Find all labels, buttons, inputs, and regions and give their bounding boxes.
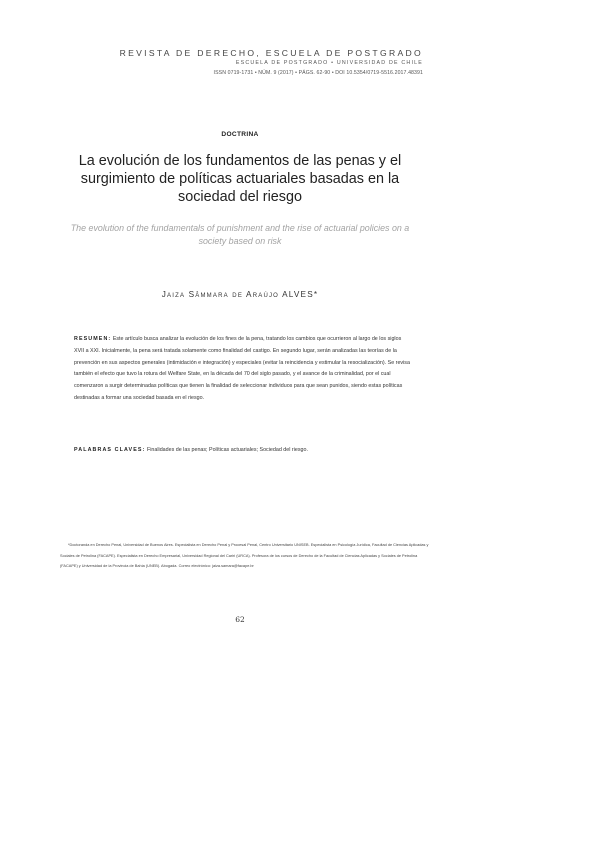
- article-title-english: The evolution of the fundamentals of punishment and the rise of actuarial policies on a society based on risk: [70, 223, 410, 246]
- author-given-names: Jaiza Sâmmara de Araújo: [161, 290, 280, 299]
- author-family-name: ALVES*: [282, 290, 319, 299]
- keywords-text: Finalidades de las penas; Políticas actuariales; Sociedad del riesgo.: [146, 447, 308, 453]
- author-name: [60, 290, 420, 299]
- section-label: DOCTRINA: [221, 131, 259, 138]
- abstract: [74, 334, 412, 405]
- journal-issn-line: ISSN 0719-1731 • NÚM. 9 (2017) • PÁGS. 62-90 • DOI 10.5354/0719-5516.2017.48391: [213, 70, 423, 76]
- keywords: [74, 447, 412, 453]
- article-title: La evolución de los fundamentos de las penas y el surgimiento de políticas actuariales basadas en la sociedad del riesgo: [78, 153, 402, 205]
- journal-name: REVISTA DE DERECHO, ESCUELA DE POSTGRADO: [119, 48, 423, 58]
- page-number: 62: [235, 615, 245, 624]
- abstract-label: RESUMEN:: [74, 336, 112, 342]
- keywords-label: PALABRAS CLAVES:: [74, 447, 146, 453]
- abstract-text: Este artículo busca analizar la evolución de los fines de la pena, tratando los cambios que ocurrieron al largo de los siglos XVII a XXI. Inicialmente, la pena será tratada solamente como finalidad del castigo. En segundo lugar, serán analizadas las teorías de la prevención en sus aspectos generales (intimidación e integración) y especiales (evitar la reincidencia y estimular la resocialización). Se revisa también el efecto que tuvo la rotura del Welfare State, en la década del 70 del siglo pasado, y el avance de la criminalidad, por el cual comenzaron a surgir determinadas políticas que tienen la finalidad de seleccionar individuos para que sean punidos, siendo estas políticas destinadas a formar una sociedad basada en el riesgo.: [74, 336, 410, 401]
- journal-institution: ESCUELA DE POSTGRADO • UNIVERSIDAD DE CHILE: [235, 60, 423, 66]
- author-footnote: *Doctoranda en Derecho Penal, Universidad de Buenos Aires. Especialista en Derecho Penal y Procesal Penal, Centro Universitario UNISEB. Especialista en Psicología Jurídica, Facultad de Ciencias Aplicadas y Sociales de Petrolina (FACAPE). Especialista en Derecho Empresarial, Universidad Regional del Cariri (URCA). Profesora de los cursos de Derecho de la Facultad de Ciencias Aplicadas y Sociales de Petrolina (FACAPE) y Universidad de la Provincia de Bahía (UNEB). Abogada. Correo electrónico: jaiza.samara@facape.br: [60, 543, 429, 569]
